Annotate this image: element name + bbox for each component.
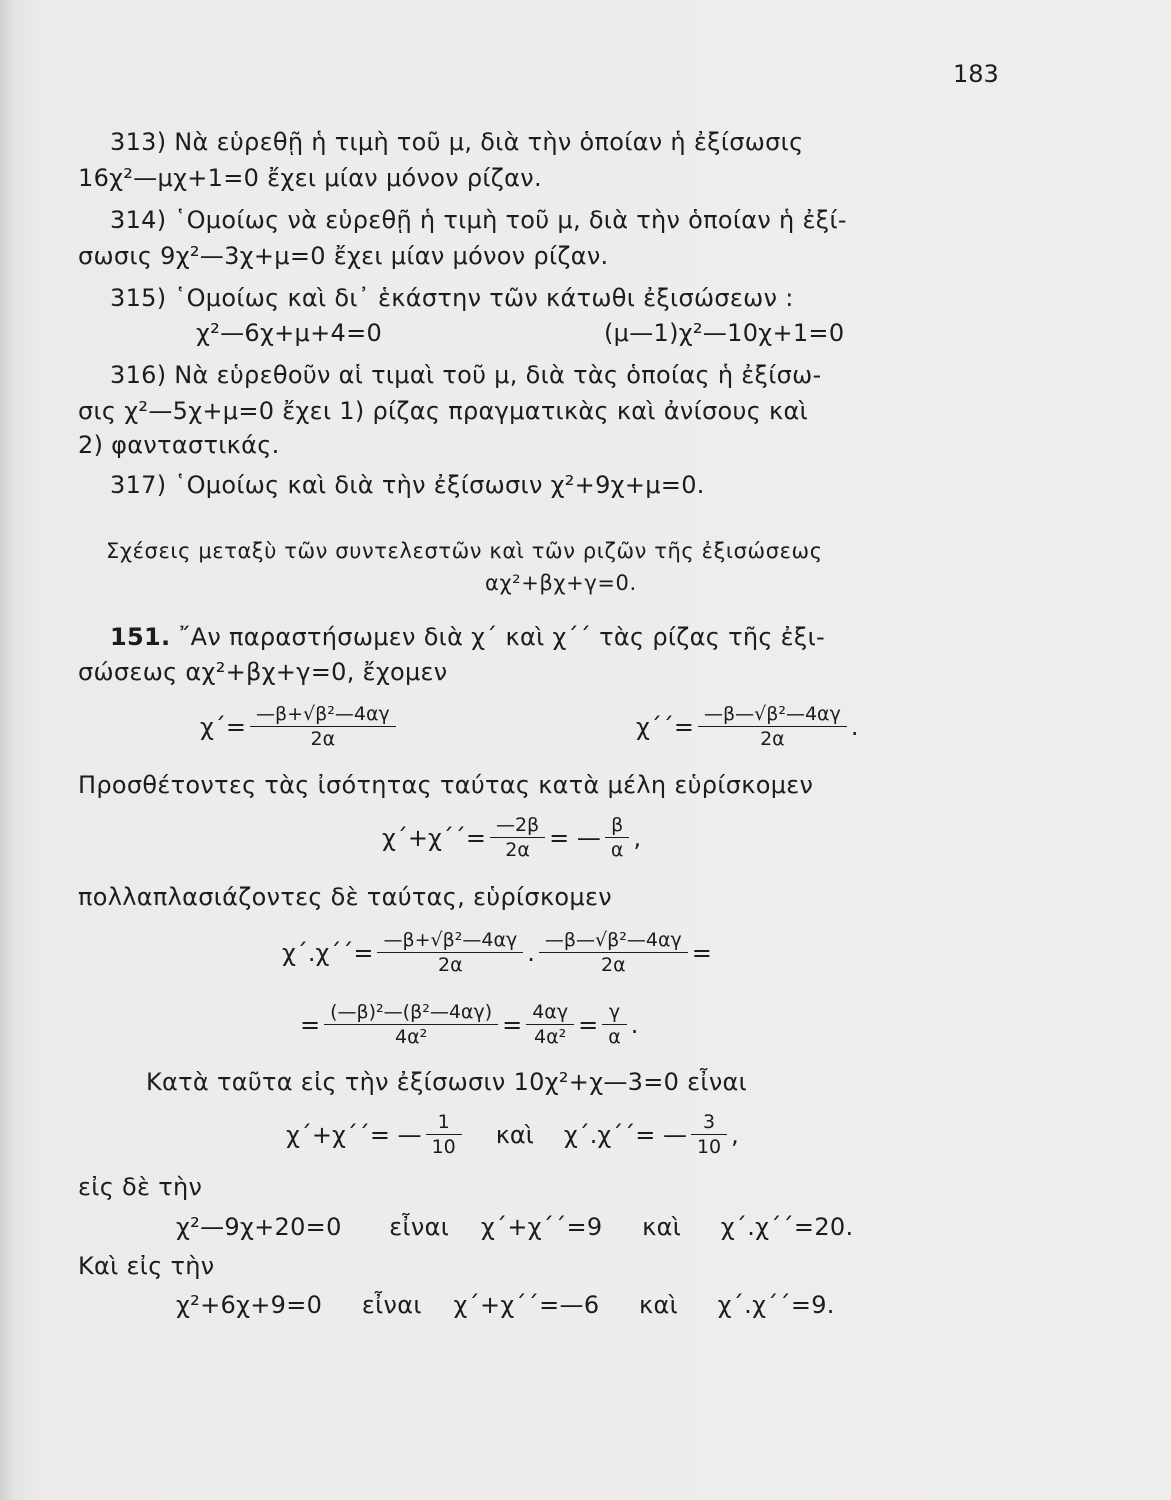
product-fraction-2-numerator: —β—√β²—4αγ <box>539 928 688 953</box>
example-1-end: , <box>731 1120 739 1149</box>
product-fraction-1-numerator: —β+√β²—4αγ <box>377 928 523 953</box>
product-2-fraction-1-numerator: (—β)²—(β²—4αγ) <box>324 1000 498 1025</box>
root-1-formula <box>200 702 400 751</box>
exercise-316-line-1: 316) Νὰ εὑρεθοῦν αἱ τιμαὶ τοῦ μ, διὰ τὰς ὁποίας ἡ ἐξίσω- <box>110 361 822 389</box>
sum-fraction-2-numerator: β <box>605 813 630 838</box>
exercise-316-line-2: σις χ²—5χ+μ=0 ἔχει 1) ρίζας πραγματικὰς καὶ ἀνίσους καὶ <box>78 397 809 425</box>
example-1-formula <box>286 1110 739 1159</box>
root-2-end: . <box>850 712 859 741</box>
section-151-line-2: σώσεως αχ²+βχ+γ=0, ἔχομεν <box>78 658 448 686</box>
exercise-316-line-3: 2) φανταστικάς. <box>78 431 280 459</box>
product-2-equals-2: = <box>578 1010 599 1039</box>
example-1-intro: Κατὰ ταῦτα εἰς τὴν ἐξίσωσιν 10χ²+χ—3=0 εἶναι <box>146 1068 748 1096</box>
exercise-314-line-2: σωσις 9χ²—3χ+μ=0 ἔχει μίαν μόνον ρίζαν. <box>78 242 609 270</box>
root-1-numerator: —β+√β²—4αγ <box>250 702 396 727</box>
product-formula <box>282 928 712 977</box>
example-1-sum-numerator: 1 <box>426 1110 462 1135</box>
product-2-fraction-3 <box>602 1000 627 1049</box>
root-1-denominator: 2α <box>310 728 336 750</box>
product-2-fraction-3-denominator: α <box>608 1026 621 1048</box>
example-1-sum-lhs: χ΄+χ΄΄= — <box>286 1120 422 1149</box>
product-lhs: χ΄.χ΄΄= <box>282 938 374 967</box>
sum-fraction-1-numerator: —2β <box>490 813 545 838</box>
example-1-kai: καὶ <box>495 1120 534 1149</box>
example-2-line: χ²—9χ+20=0 εἶναι χ΄+χ΄΄=9 καὶ χ΄.χ΄΄=20. <box>176 1213 854 1241</box>
sum-fraction-1-denominator: 2α <box>505 839 530 861</box>
sum-intro: Προσθέτοντες τὰς ἰσότητας ταύτας κατὰ μέλη εὑρίσκομεν <box>78 771 814 799</box>
sum-fraction-2-denominator: α <box>610 839 624 861</box>
section-151-number: 151. <box>110 623 171 651</box>
product-dot: . <box>527 938 535 967</box>
sum-formula <box>382 813 641 862</box>
product-2-equals-1: = <box>502 1010 523 1039</box>
product-2-lhs: = <box>300 1010 321 1039</box>
product-intro: πολλαπλασιάζοντες δὲ ταύτας, εὑρίσκομεν <box>78 883 612 911</box>
root-1-fraction <box>250 702 396 751</box>
product-2-fraction-3-numerator: γ <box>602 1000 627 1025</box>
exercise-313-line-2: 16χ²—μχ+1=0 ἔχει μίαν μόνον ρίζαν. <box>78 164 542 192</box>
example-1-product-fraction <box>691 1110 727 1159</box>
example-3-intro: Καὶ εἰς τὴν <box>78 1252 215 1280</box>
product-fraction-2-denominator: 2α <box>600 954 626 976</box>
exercise-315-line-1: 315) ῾Ομοίως καὶ δι᾿ ἑκάστην τῶν κάτωθι ἐξισώσεων : <box>110 284 794 312</box>
root-2-denominator: 2α <box>760 728 785 750</box>
product-2-fraction-2-numerator: 4αγ <box>526 1000 574 1025</box>
root-2-numerator: —β—√β²—4αγ <box>698 702 847 727</box>
sum-fraction-2 <box>605 813 630 862</box>
product-fraction-1-denominator: 2α <box>438 954 463 976</box>
root-2-fraction <box>698 702 847 751</box>
sum-mid: = — <box>549 823 601 852</box>
root-2-formula <box>636 702 858 751</box>
example-1-sum-fraction <box>426 1110 462 1159</box>
sum-lhs: χ΄+χ΄΄= <box>382 823 486 852</box>
example-1-product-denominator: 10 <box>696 1136 722 1158</box>
product-2-fraction-1-denominator: 4α² <box>394 1026 428 1048</box>
root-1-lhs: χ΄= <box>200 712 246 741</box>
product-fraction-1 <box>377 928 523 977</box>
root-2-lhs: χ΄΄= <box>636 712 694 741</box>
example-3-line: χ²+6χ+9=0 εἶναι χ΄+χ΄΄=—6 καὶ χ΄.χ΄΄=9. <box>176 1291 835 1319</box>
example-1-product-lhs: χ΄.χ΄΄= — <box>563 1120 687 1149</box>
product-2-fraction-1 <box>324 1000 498 1049</box>
product-fraction-2 <box>539 928 688 977</box>
example-1-sum-denominator: 10 <box>431 1136 456 1158</box>
exercise-315-equation-1: χ²—6χ+μ+4=0 <box>196 319 383 347</box>
sum-end: , <box>633 823 642 852</box>
product-equals: = <box>691 938 712 967</box>
product-2-end: . <box>630 1010 639 1039</box>
product-2-fraction-2 <box>526 1000 574 1049</box>
exercise-314-line-1: 314) ῾Ομοίως νὰ εὑρεθῇ ἡ τιμὴ τοῦ μ, διὰ τὴν ὁποίαν ἡ ἐξί- <box>110 206 847 234</box>
exercise-313-line-1: 313) Νὰ εὑρεθῇ ἡ τιμὴ τοῦ μ, διὰ τὴν ὁποίαν ἡ ἐξίσωσις <box>110 128 804 156</box>
product-2-fraction-2-denominator: 4α² <box>534 1026 567 1048</box>
exercise-317: 317) ῾Ομοίως καὶ διὰ τὴν ἐξίσωσιν χ²+9χ+μ=0. <box>110 471 705 499</box>
section-151-line-1: ῎Αν παραστήσωμεν διὰ χ΄ καὶ χ΄΄ τὰς ρίζας τῆς ἐξι- <box>178 623 825 651</box>
section-heading-line-1: Σχέσεις μεταξὺ τῶν συντελεστῶν καὶ τῶν ριζῶν τῆς ἐξισώσεως <box>106 539 823 563</box>
example-2-intro: εἰς δὲ τὴν <box>78 1173 203 1201</box>
exercise-315-equation-2: (μ—1)χ²—10χ+1=0 <box>604 319 845 347</box>
example-1-product-numerator: 3 <box>691 1110 727 1135</box>
sum-fraction-1 <box>490 813 545 862</box>
section-heading-line-2: αχ²+βχ+γ=0. <box>485 571 637 595</box>
product-formula-2 <box>300 1000 638 1049</box>
page-number: 183 <box>953 60 999 88</box>
